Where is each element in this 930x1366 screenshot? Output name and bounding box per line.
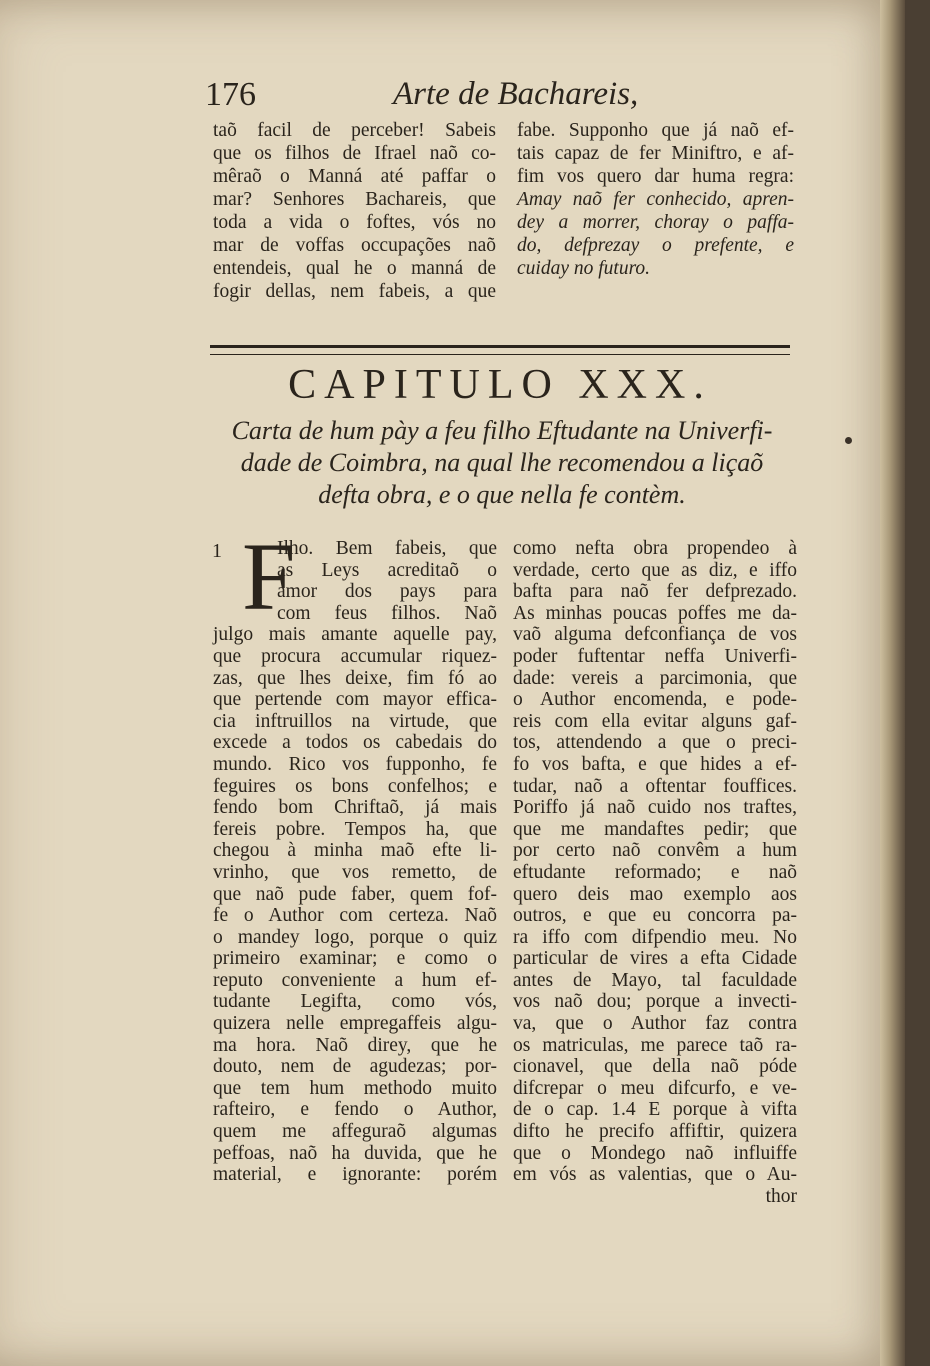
drop-cap: F bbox=[242, 523, 296, 630]
text-line: va, que o Author faz contra bbox=[513, 1013, 797, 1035]
text-line: poder fuftentar neffa Univerfi- bbox=[513, 645, 797, 667]
text-line: tudar, naõ a oftentar fouffices. bbox=[513, 775, 797, 797]
text-line: dade: vereis a parcimonia, que bbox=[513, 667, 797, 689]
text-line: particular de vires a efta Cidade bbox=[513, 948, 797, 970]
text-line: cia inftruillos na virtude, que bbox=[213, 710, 497, 732]
catchword: thor bbox=[765, 1185, 797, 1207]
text-line: quizera nelle empregaffeis algu- bbox=[213, 1013, 497, 1035]
text-line: toda a vida o foftes, vós no bbox=[213, 212, 496, 233]
text-line: outros, e que eu concorra pa- bbox=[513, 905, 797, 927]
ink-spot bbox=[845, 437, 852, 444]
text-line: mêraõ o Manná até paffar o bbox=[213, 166, 496, 187]
text-line: Poriffo já naõ cuido nos traftes, bbox=[513, 797, 797, 819]
text-line: as Leys acreditaõ o bbox=[277, 559, 497, 581]
text-line: vrinho, que vos remetto, de bbox=[213, 861, 497, 883]
text-line: quem me affeguraõ algumas bbox=[213, 1121, 497, 1143]
text-line: fogir dellas, nem fabeis, a que bbox=[213, 281, 496, 302]
text-line: douto, nem de agudezas; por- bbox=[213, 1056, 497, 1078]
text-line: fendo bom Chriftaõ, já mais bbox=[213, 797, 497, 819]
chapter-subtitle bbox=[212, 415, 792, 511]
text-line: que me mandaftes pedir; que bbox=[513, 818, 797, 840]
text-line: que procura accumular riquez- bbox=[213, 645, 497, 667]
text-line: vaõ alguma defconfiança de vos bbox=[513, 624, 797, 646]
running-title: Arte de Bachareis, bbox=[393, 76, 639, 112]
section-rule bbox=[210, 345, 790, 355]
text-line: As minhas poucas poffes me da- bbox=[513, 602, 797, 624]
text-line: mar? Senhores Bachareis, que bbox=[213, 189, 496, 210]
text-line: mundo. Rico vos fupponho, fe bbox=[213, 753, 497, 775]
text-line: reis com ella evitar alguns gaf- bbox=[513, 710, 797, 732]
page-number: 176 bbox=[205, 76, 256, 113]
text-line: material, e ignorante: porém bbox=[213, 1164, 497, 1186]
text-line: Amay naõ fer conhecido, apren- bbox=[517, 189, 794, 210]
paragraph-number: 1 bbox=[212, 540, 222, 562]
text-line: bafta para naõ fer defprezado. bbox=[513, 581, 797, 603]
text-line: tos, attendendo a que o preci- bbox=[513, 732, 797, 754]
page-edge-shadow bbox=[880, 0, 905, 1366]
text-line: por certo naõ convêm a hum bbox=[513, 840, 797, 862]
text-line: chegou à minha maõ efte li- bbox=[213, 840, 497, 862]
text-line: primeiro examinar; e como o bbox=[213, 948, 497, 970]
subtitle-line: Carta de hum pày a feu filho Eftudante na Univerfi- bbox=[231, 416, 773, 445]
text-line: eftudante reformado; e naõ bbox=[513, 861, 797, 883]
text-line: o mandey logo, porque o quiz bbox=[213, 926, 497, 948]
text-line: do, defprezay o prefente, e bbox=[517, 235, 794, 256]
text-line: reputo conveniente a hum ef- bbox=[213, 969, 497, 991]
text-line: fim vos quero dar huma regra: bbox=[517, 166, 794, 187]
text-line: cuiday no futuro. bbox=[517, 258, 651, 279]
text-line: os matriculas, me parece taõ ra- bbox=[513, 1034, 797, 1056]
text-line: fereis pobre. Tempos ha, que bbox=[213, 818, 497, 840]
text-line: fabe. Supponho que já naõ ef- bbox=[517, 120, 794, 141]
text-line: tudante Legifta, como vós, bbox=[213, 991, 497, 1013]
body-right-column bbox=[513, 538, 797, 1207]
text-line: taõ facil de perceber! Sabeis bbox=[213, 120, 496, 141]
chapter-heading: CAPITULO XXX. bbox=[288, 362, 712, 408]
text-line: que o Mondego naõ influiffe bbox=[513, 1142, 797, 1164]
text-line: quero deis mao exemplo aos bbox=[513, 883, 797, 905]
text-line: de o cap. 1.4 E porque à vifta bbox=[513, 1099, 797, 1121]
text-line: ma hora. Naõ direy, que he bbox=[213, 1034, 497, 1056]
body-left-column bbox=[213, 538, 497, 1186]
text-line: mar de voffas occupações naõ bbox=[213, 235, 496, 256]
text-line: que pertende com mayor effica- bbox=[213, 689, 497, 711]
text-line: fe o Author com certeza. Naõ bbox=[213, 905, 497, 927]
subtitle-line: dade de Coimbra, na qual lhe recomendou a liçaõ bbox=[240, 448, 764, 477]
text-line: zas, que lhes deixe, fim fó ao bbox=[213, 667, 497, 689]
text-line: que tem hum methodo muito bbox=[213, 1077, 497, 1099]
text-line: difcrepar o meu difcurfo, e ve- bbox=[513, 1077, 797, 1099]
text-line: como nefta obra propendeo à bbox=[513, 538, 797, 559]
top-left-column bbox=[213, 119, 496, 303]
text-line: difto he precifo affiftir, quizera bbox=[513, 1121, 797, 1143]
text-line: o Author encomenda, e pode- bbox=[513, 689, 797, 711]
text-line: Ilho. Bem fabeis, que bbox=[277, 538, 497, 559]
text-line: vos naõ dou; porque a invecti- bbox=[513, 991, 797, 1013]
text-line: feguires os bons confelhos; e bbox=[213, 775, 497, 797]
text-line: cionavel, que della naõ póde bbox=[513, 1056, 797, 1078]
text-line: julgo mais amante aquelle pay, bbox=[213, 624, 497, 646]
text-line: rafteiro, e fendo o Author, bbox=[213, 1099, 497, 1121]
text-line: antes de Mayo, tal faculdade bbox=[513, 969, 797, 991]
text-line: dey a morrer, choray o paffa- bbox=[517, 212, 794, 233]
top-right-column bbox=[517, 119, 794, 280]
text-line: que os filhos de Ifrael naõ co- bbox=[213, 143, 496, 164]
text-line: que naõ pude faber, quem fof- bbox=[213, 883, 497, 905]
text-line: fo vos bafta, e que hides a ef- bbox=[513, 753, 797, 775]
text-line: tais capaz de fer Miniftro, e af- bbox=[517, 143, 794, 164]
text-line: entendeis, qual he o manná de bbox=[213, 258, 496, 279]
subtitle-line: defta obra, e o que nella fe contèm. bbox=[318, 480, 686, 509]
text-line: excede a todos os cabedais do bbox=[213, 732, 497, 754]
text-line: peffoas, naõ ha duvida, que he bbox=[213, 1142, 497, 1164]
text-line: amor dos pays para bbox=[277, 581, 497, 603]
text-line: com feus filhos. Naõ bbox=[277, 602, 497, 624]
text-line: em vós as valentias, que o Au- bbox=[513, 1164, 797, 1186]
text-line: ra iffo com difpendio meu. No bbox=[513, 926, 797, 948]
text-line: verdade, certo que as diz, e iffo bbox=[513, 559, 797, 581]
